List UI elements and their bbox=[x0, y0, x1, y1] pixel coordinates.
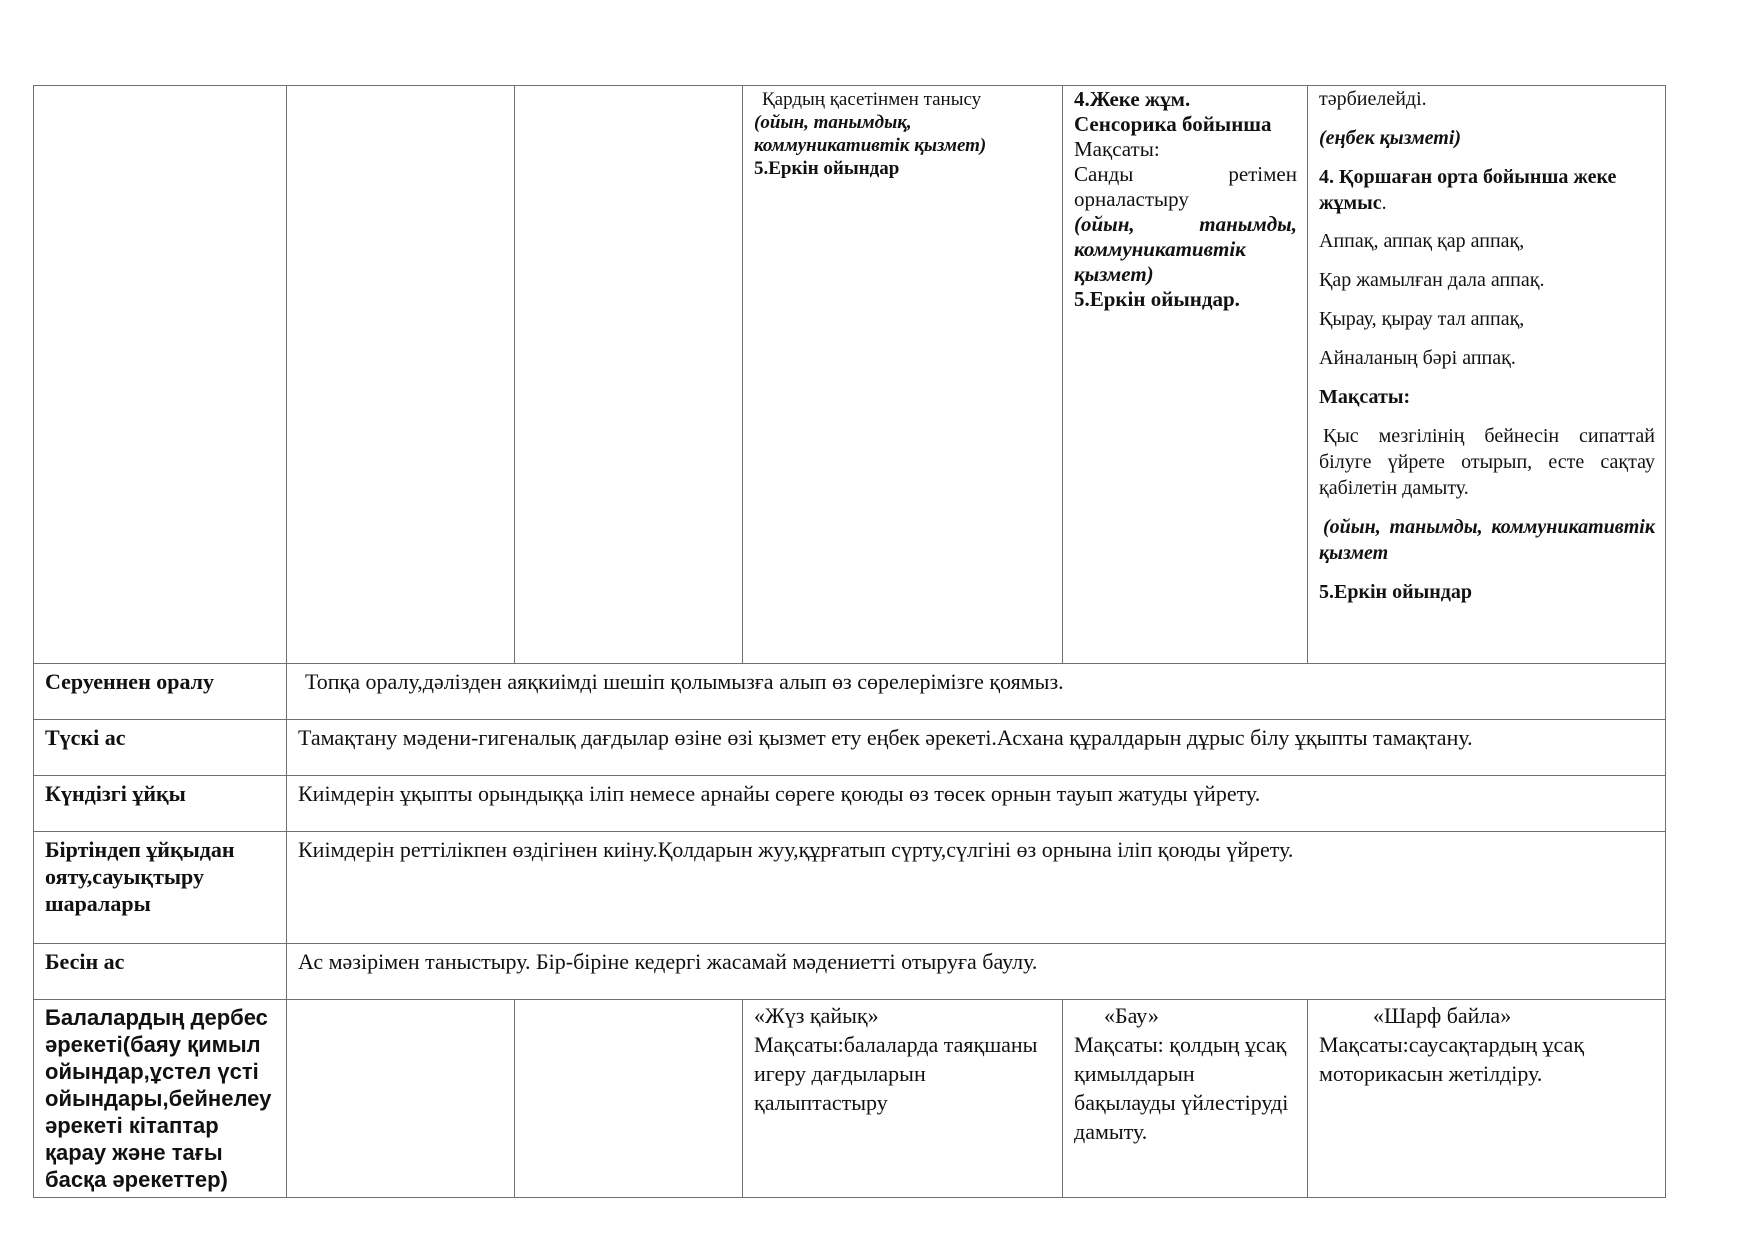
cell-activity-col6 bbox=[1308, 1000, 1666, 1198]
col6-goal-label: Мақсаты: bbox=[1319, 386, 1411, 408]
row-nap bbox=[34, 776, 1666, 832]
col5-goal-text: Санды ретімен орналастыру bbox=[1074, 162, 1297, 211]
col4-line1: Қардың қасетінмен танысу bbox=[762, 89, 982, 110]
row-label: Күндізгі ұйқы bbox=[34, 776, 287, 832]
activity-title: «Шарф байла» bbox=[1373, 1003, 1512, 1028]
activity-goal: Мақсаты: қолдың ұсақ қимылдарын бақылауды үйлестіруді дамыту. bbox=[1074, 1032, 1289, 1144]
col5-activity: (ойын, танымды, коммуникативтік қызмет) bbox=[1074, 212, 1297, 286]
row-text: Тамақтану мәдени-гигеналық дағдылар өзіне өзі қызмет ету еңбек әрекеті.Асхана құралдарын дұрыс білу ұқыпты тамақтану. bbox=[287, 720, 1666, 776]
col5-heading2: Сенсорика бойынша bbox=[1074, 112, 1272, 136]
activity-title: «Бау» bbox=[1104, 1003, 1159, 1028]
col6-poem-line-1: Аппақ, аппақ қар аппақ, bbox=[1319, 230, 1525, 252]
row-wakeup bbox=[34, 832, 1666, 944]
activity-goal: Мақсаты:балаларда таяқшаны игеру дағдыларын қалыптастыру bbox=[754, 1032, 1038, 1115]
row-label: Бесін ас bbox=[34, 944, 287, 1000]
col5-goal-label: Мақсаты: bbox=[1074, 137, 1160, 161]
cell-top-col5 bbox=[1063, 86, 1308, 664]
row-text: Киімдерін ұқыпты орындыққа іліп немесе арнайы сөреге қоюды өз төсек орнын тауып жатуды үйрету. bbox=[287, 776, 1666, 832]
row-label: Түскі ас bbox=[34, 720, 287, 776]
row-text: Топқа оралу,дәлізден аяқкиімді шешіп қолымызға алып өз сөрелерімізге қоямыз. bbox=[287, 664, 1666, 720]
row-snack bbox=[34, 944, 1666, 1000]
top-row bbox=[34, 86, 1666, 664]
col6-goal-text: Қыс мезгілінің бейнесін сипаттай білуге үйрете отырып, есте сақтау қабілетін дамыту. bbox=[1319, 425, 1655, 499]
activity-title: «Жүз қайық» bbox=[754, 1003, 879, 1028]
col6-line1: тәрбиелейді. bbox=[1319, 88, 1427, 110]
col6-labor: (еңбек қызметі) bbox=[1319, 127, 1462, 149]
row-lunch bbox=[34, 720, 1666, 776]
cell-empty-3 bbox=[515, 86, 743, 664]
col6-poem-line-4: Айналаның бәрі аппақ. bbox=[1319, 347, 1516, 369]
col5-free-games: 5.Еркін ойындар. bbox=[1074, 287, 1240, 311]
cell-empty-2 bbox=[287, 86, 515, 664]
plan-table bbox=[33, 85, 1666, 1198]
col6-heading: 4. Қоршаған орта бойынша жеке жұмыс. bbox=[1319, 166, 1617, 214]
cell-activity-col4 bbox=[743, 1000, 1063, 1198]
col6-poem-line-3: Қырау, қырау тал аппақ, bbox=[1319, 308, 1525, 330]
row-label: Біртіндеп ұйқыдан ояту,сауықтыру шаралары bbox=[34, 832, 287, 944]
cell-top-col4 bbox=[743, 86, 1063, 664]
row-label: Серуеннен оралу bbox=[34, 664, 287, 720]
row-text: Киімдерін реттілікпен өздігінен киіну.Қолдарын жуу,құрғатып сүрту,сүлгіні өз орнына іліп қоюды үйрету. bbox=[287, 832, 1666, 944]
col6-free-games: 5.Еркін ойындар bbox=[1319, 581, 1472, 603]
col6-poem-line-2: Қар жамылған дала аппақ. bbox=[1319, 269, 1545, 291]
cell-empty-1 bbox=[34, 86, 287, 664]
row-label: Балалардың дербес әрекеті(баяу қимыл ойындар,ұстел үсті ойындары,бейнелеу әрекеті кітаптар қарау және тағы басқа әрекеттер) bbox=[34, 1000, 287, 1198]
row-independent-activity bbox=[34, 1000, 1666, 1198]
cell-empty-4 bbox=[287, 1000, 515, 1198]
cell-top-col6 bbox=[1308, 86, 1666, 664]
col6-activity: (ойын, танымды, коммуникативтік қызмет bbox=[1319, 516, 1655, 564]
col4-free-games: 5.Еркін ойындар bbox=[754, 158, 900, 179]
col4-activity: (ойын, танымдық, коммуникативтік қызмет) bbox=[754, 112, 987, 156]
row-text: Ас мәзірімен таныстыру. Бір-біріне кедергі жасамай мәдениетті отыруға баулу. bbox=[287, 944, 1666, 1000]
activity-goal: Мақсаты:саусақтардың ұсақ моторикасын жетілдіру. bbox=[1319, 1032, 1585, 1086]
cell-activity-col5 bbox=[1063, 1000, 1308, 1198]
row-return-walk bbox=[34, 664, 1666, 720]
cell-empty-5 bbox=[515, 1000, 743, 1198]
col5-heading1: 4.Жеке жұм. bbox=[1074, 87, 1191, 111]
